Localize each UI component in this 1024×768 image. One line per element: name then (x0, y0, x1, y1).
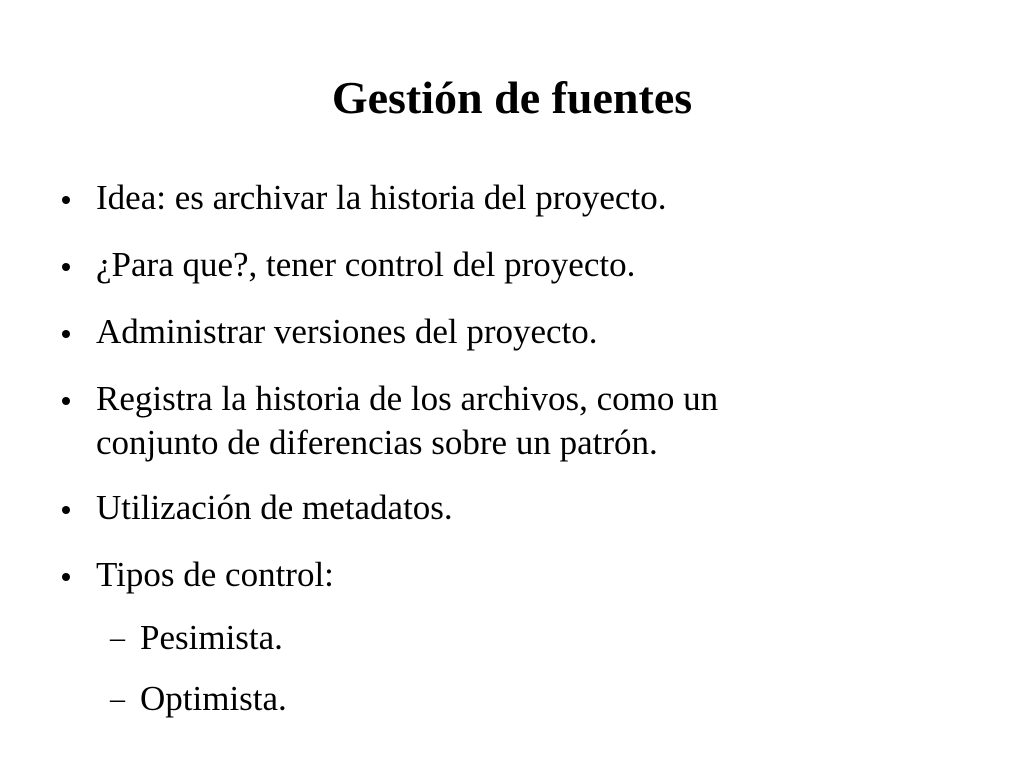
bullet-item (58, 310, 958, 354)
bullet-dot-icon (62, 397, 70, 405)
sub-bullet-item (86, 677, 958, 721)
dash-icon: – (110, 621, 125, 654)
bullet-dot-icon (62, 263, 70, 271)
bullet-item (58, 553, 958, 597)
bullet-text: ¿Para que?, tener control del proyecto. (96, 245, 636, 284)
bullet-list (58, 176, 958, 738)
sub-bullet-list (58, 616, 958, 721)
bullet-dot-icon (62, 573, 70, 581)
bullet-item (58, 486, 958, 530)
bullet-text: Tipos de control: (96, 555, 334, 594)
bullet-text: Administrar versiones del proyecto. (96, 312, 598, 351)
bullet-dot-icon (62, 330, 70, 338)
sub-bullet-item (86, 616, 958, 660)
bullet-text: Utilización de metadatos. (96, 488, 453, 527)
bullet-text-line-2: conjunto de diferencias sobre un patrón. (96, 423, 658, 462)
bullet-text-line-1: Registra la historia de los archivos, como un (96, 379, 719, 418)
bullet-item (58, 243, 958, 287)
sub-bullet-text: Pesimista. (140, 618, 283, 657)
slide-title: Gestión de fuentes (331, 72, 693, 123)
dash-icon: – (110, 682, 125, 715)
bullet-item (58, 377, 958, 465)
bullet-dot-icon (62, 506, 70, 514)
sub-bullet-group (58, 616, 958, 721)
bullet-item (58, 176, 958, 220)
bullet-dot-icon (62, 196, 70, 204)
sub-bullet-text: Optimista. (140, 679, 287, 718)
bullet-text: Idea: es archivar la historia del proyecto. (96, 178, 667, 217)
